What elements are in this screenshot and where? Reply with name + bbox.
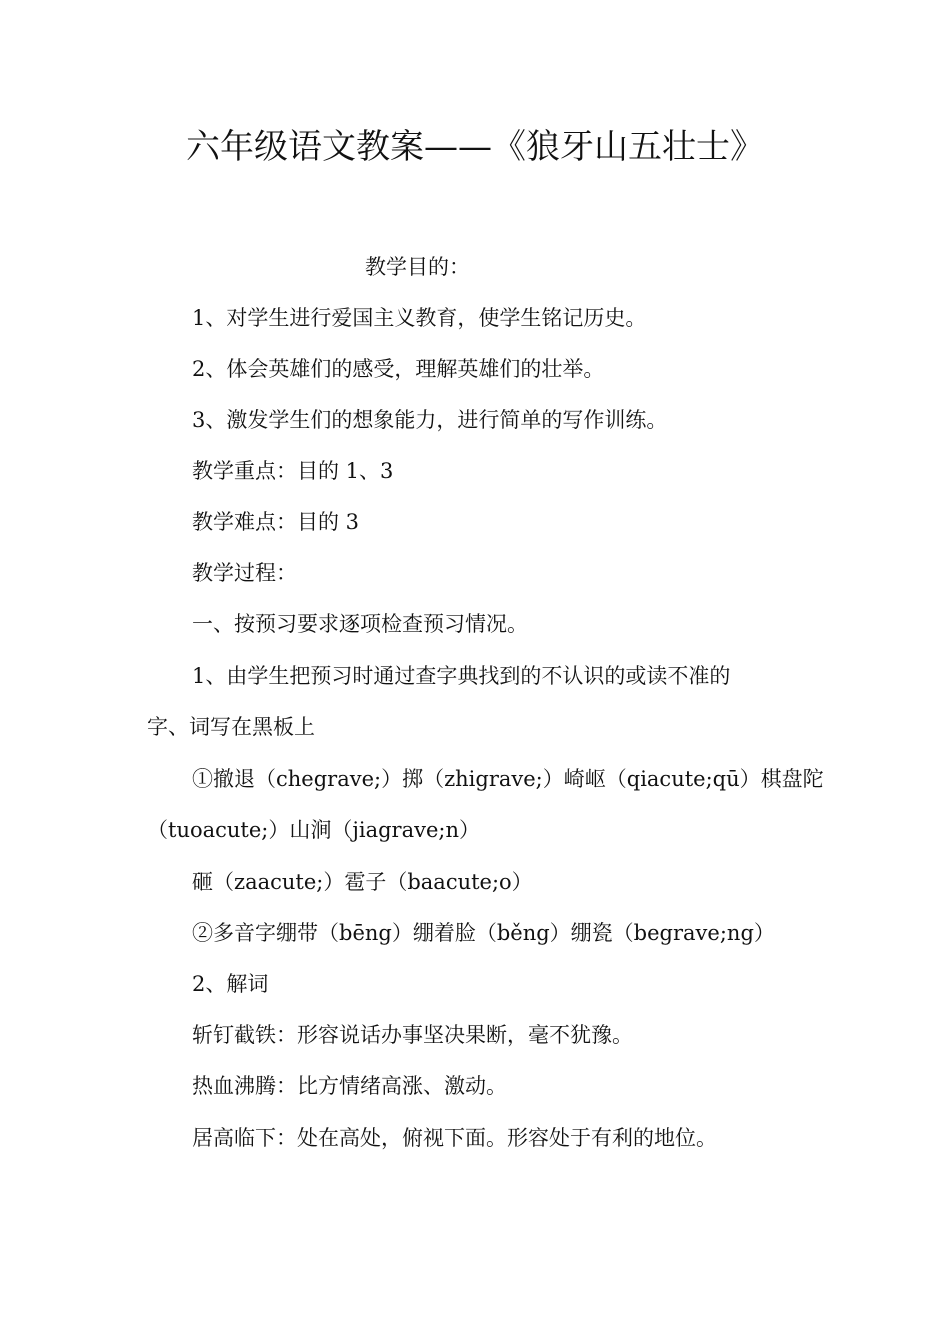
paragraph-line: 1、由学生把预习时通过查字典找到的不认识的或读不准的 (192, 664, 731, 688)
objective-2: 2、体会英雄们的感受，理解英雄们的壮举。 (192, 357, 605, 381)
document-title: 六年级语文教案——《狼牙山五壮士》 (186, 127, 764, 167)
vocab-line: 砸（zaacute;）雹子（baacute;o） (192, 870, 533, 894)
vocab-line: ①撤退（chegrave;）掷（zhigrave;）崎岖（qiacute;qū）棋盘陀 (192, 767, 824, 791)
section-heading-process: 教学过程： (192, 561, 297, 585)
section-heading-objectives: 教学目的： (365, 255, 470, 279)
section-heading-definitions: 2、解词 (192, 972, 269, 996)
definition-item: 热血沸腾：比方情绪高涨、激动。 (192, 1074, 507, 1098)
paragraph-line: 字、词写在黑板上 (147, 715, 315, 739)
objective-1: 1、对学生进行爱国主义教育，使学生铭记历史。 (192, 306, 647, 330)
definition-item: 居高临下：处在高处，俯视下面。形容处于有利的地位。 (192, 1126, 717, 1150)
teaching-focus: 教学重点：目的 1、3 (192, 459, 394, 483)
teaching-difficulty: 教学难点：目的 3 (192, 510, 360, 534)
objective-3: 3、激发学生们的想象能力，进行简单的写作训练。 (192, 408, 668, 432)
process-step-1: 一、按预习要求逐项检查预习情况。 (192, 612, 528, 636)
polyphone-line: ②多音字绷带（bēng）绷着脸（běng）绷瓷（begrave;ng） (192, 921, 775, 945)
vocab-line: （tuoacute;）山涧（jiagrave;n） (147, 818, 480, 842)
definition-item: 斩钉截铁：形容说话办事坚决果断，毫不犹豫。 (192, 1023, 633, 1047)
